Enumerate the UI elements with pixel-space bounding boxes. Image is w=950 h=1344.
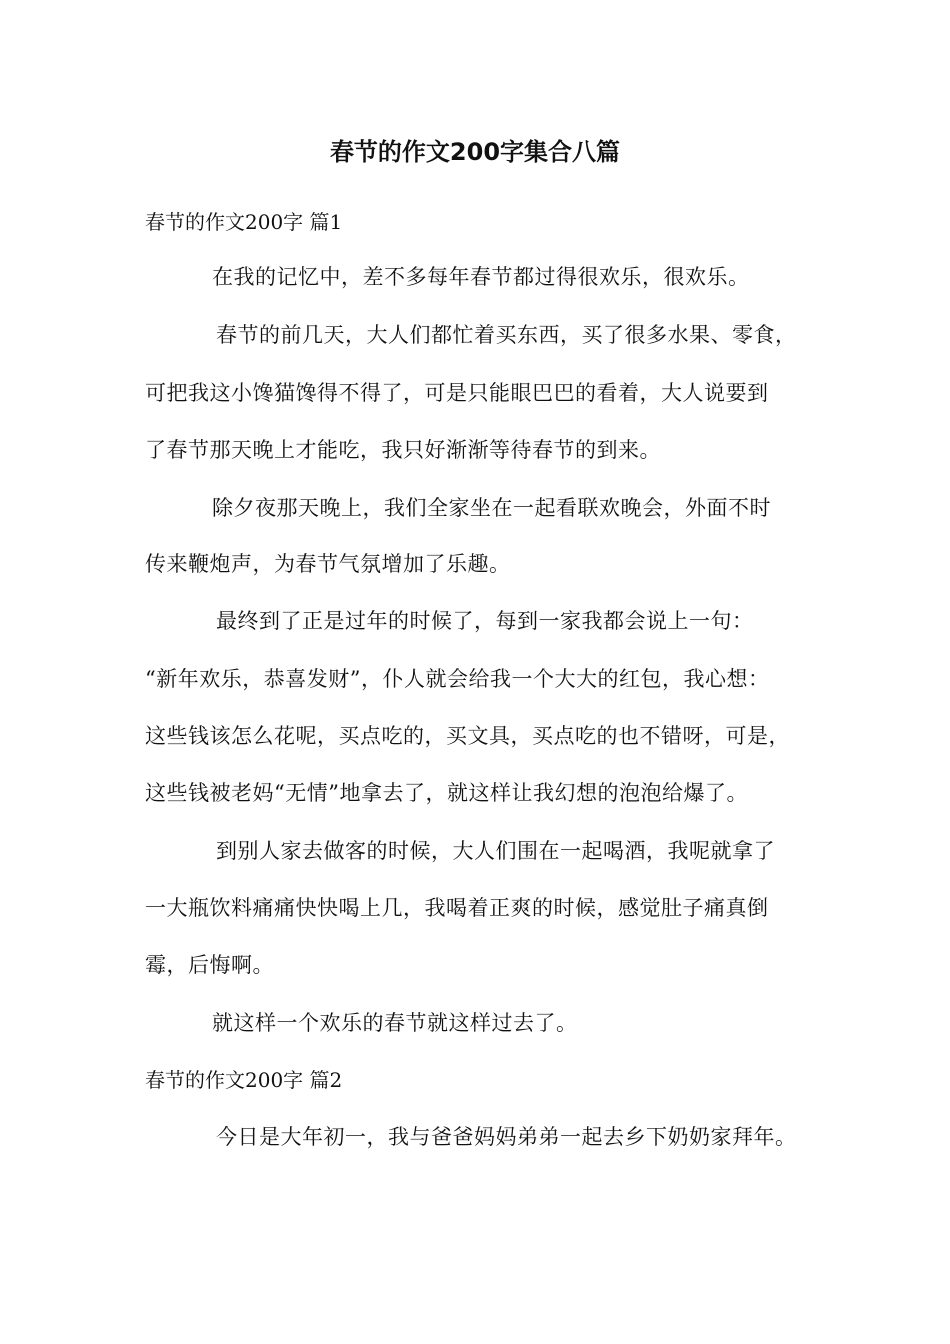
paragraph-line: 这些钱该怎么花呢，买点吃的，买文具，买点吃的也不错呀，可是，: [145, 724, 790, 748]
paragraph-line: 除夕夜那天晚上，我们全家坐在一起看联欢晚会，外面不时: [212, 496, 771, 520]
paragraph-line: 最终到了正是过年的时候了，每到一家我都会说上一句：: [216, 609, 754, 633]
paragraph-line: “新年欢乐，恭喜发财”，仆人就会给我一个大大的红包，我心想：: [145, 667, 770, 691]
paragraph-line: 春节的前几天，大人们都忙着买东西，买了很多水果、零食，: [216, 323, 797, 347]
paragraph-line: 可把我这小馋猫馋得不得了，可是只能眼巴巴的看着，大人说要到: [145, 381, 769, 405]
paragraph-line: 到别人家去做客的时候，大人们围在一起喝酒，我呢就拿了: [216, 839, 775, 863]
paragraph-line: 一大瓶饮料痛痛快快喝上几，我喝着正爽的时候，感觉肚子痛真倒: [145, 896, 769, 920]
section-heading-1: 春节的作文200字 篇1: [145, 210, 343, 234]
paragraph-line: 了春节那天晚上才能吃，我只好渐渐等待春节的到来。: [145, 438, 661, 462]
section-heading-2: 春节的作文200字 篇2: [145, 1068, 343, 1092]
document-title: 春节的作文200字集合八篇: [329, 138, 621, 166]
paragraph-line: 传来鞭炮声，为春节气氛增加了乐趣。: [145, 552, 511, 576]
paragraph-line: 在我的记忆中，差不多每年春节都过得很欢乐，很欢乐。: [212, 265, 750, 289]
paragraph-line: 就这样一个欢乐的春节就这样过去了。: [212, 1011, 578, 1035]
paragraph-line: 这些钱被老妈“无情”地拿去了，就这样让我幻想的泡泡给爆了。: [145, 781, 748, 805]
paragraph-line: 霉，后悔啊。: [145, 953, 274, 977]
paragraph-line: 今日是大年初一，我与爸爸妈妈弟弟一起去乡下奶奶家拜年。: [216, 1125, 797, 1149]
